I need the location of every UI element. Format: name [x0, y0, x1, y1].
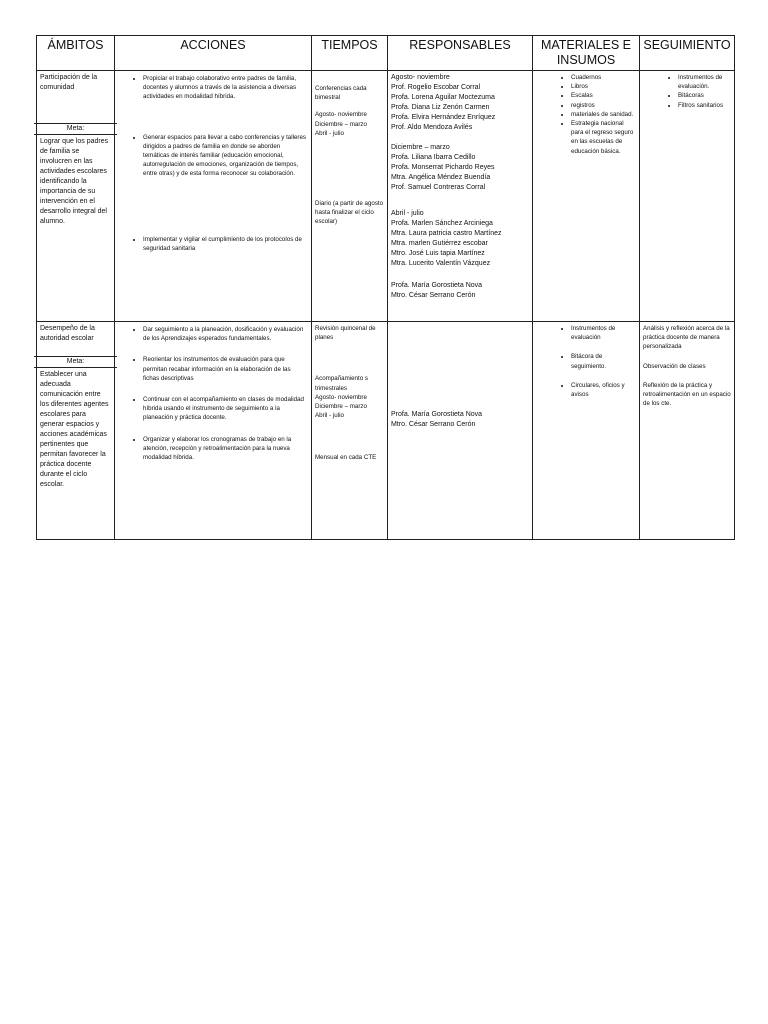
list-item: • Continuar con el acompañamiento en clases de modalidad híbrida usando el instrumento de seguimiento a la planeación y práctica docente. [143, 395, 308, 423]
text-line: Prof. Rogelio Escobar Corral [391, 84, 481, 91]
list-item: • Cuadernos [571, 73, 636, 82]
text-line: Profa. Liliana Ibarra Cedillo [391, 154, 476, 161]
time-text: Diciembre – marzo [315, 120, 367, 128]
materiales-cell [533, 71, 640, 322]
acciones-cell [115, 322, 312, 540]
text-line: Profa. Marlen Sánchez Arciniega [391, 220, 493, 227]
header-row [37, 36, 735, 71]
text-line: Prof. Aldo Mendoza Avilés [391, 124, 473, 131]
seguimiento-cell [640, 322, 735, 540]
text-line: Observación de clases [643, 362, 706, 370]
text-line: Profa. Monserrat Pichardo Reyes [391, 164, 495, 171]
text-line: Mtra. Laura patricia castro Martínez [391, 230, 502, 237]
list-item: • Instrumentos de evaluación [571, 324, 636, 342]
text-line: Reflexión de la práctica y retroalimentación en un espacio de los cte. [643, 381, 731, 408]
text-line: Profa. María Gorostieta Nova [391, 411, 483, 418]
header-seguimiento: SEGUIMIENTO [640, 36, 735, 71]
header-ambitos: ÁMBITOS [37, 36, 115, 71]
text-line: Mtro. César Serrano Cerón [391, 292, 476, 299]
list-item: • Filtros sanitarios [678, 101, 731, 110]
responsables-group-4 [391, 281, 529, 301]
list-item: • Organizar y elaborar los cronogramas de trabajo en la atención, recepción y retroalimentación para la nueva modalidad híbrida. [143, 435, 308, 463]
list-item: • Implementar y vigilar el cumplimiento de los protocolos de seguridad sanitaria [143, 235, 308, 253]
header-materiales: MATERIALES E INSUMOS [533, 36, 640, 71]
tiempos-cell [312, 322, 388, 540]
table-row [37, 322, 735, 540]
text-line: Prof. Samuel Contreras Corral [391, 184, 486, 191]
list-item: • Bitácora de seguimiento. [571, 352, 636, 370]
time-text: Diciembre – marzo [315, 403, 367, 411]
responsables-group-2 [391, 143, 529, 193]
ambito-title: Participación de la comunidad [40, 74, 98, 91]
time-text: Conferencias cada bimestral [315, 85, 367, 102]
list-item: • materiales de sanidad. [571, 110, 636, 119]
text-line: Abril - julio [391, 210, 424, 217]
ambito-title: Desempeño de la autoridad escolar [40, 325, 95, 342]
header-responsables: RESPONSABLES [388, 36, 533, 71]
list-item: • Circulares, oficios y avisos [571, 381, 636, 399]
meta-label: Meta: [34, 123, 117, 135]
text-line: Profa. Lorena Aguilar Moctezuma [391, 94, 495, 101]
materiales-cell [533, 322, 640, 540]
time-text: Abril - julio [315, 412, 344, 420]
planning-table [36, 35, 735, 540]
text-line: Mtro. César Serrano Cerón [391, 421, 476, 428]
text-line: Mtra. Angélica Méndez Buendía [391, 174, 491, 181]
list-item: • Estrategia nacional para el regreso seguro en las escuelas de educación básica. [571, 119, 636, 156]
text-line: Agosto- noviembre [391, 74, 450, 81]
text-line: Profa. María Gorostieta Nova [391, 282, 483, 289]
text-line: Análisis y reflexión acerca de la práctica docente de manera personalizada [643, 325, 730, 351]
text-line: Diciembre – marzo [391, 144, 450, 151]
list-item: • Escalas [571, 91, 636, 100]
list-item: • Reorientar los instrumentos de evaluación para que permitan recabar información en la elaboración de las fichas descriptivas [143, 355, 308, 383]
responsables-cell [388, 322, 533, 540]
text-line: Mtra. marlen Gutiérrez escobar [391, 240, 488, 247]
list-item: • Generar espacios para llevar a cabo conferencias y talleres dirigidos a padres de familia en donde se aborden temáticas de interés familiar (educación emocional, autorregulación de emociones, organización de tiempos, entre otras) y de esta forma reconocer su colaboración. [143, 133, 308, 179]
time-text: Mensual en cada CTE [315, 454, 377, 462]
list-item: • Propiciar el trabajo colaborativo entre padres de familia, docentes y alumnos a través de la asistencia a diversas actividades en modalidad híbrida. [143, 74, 308, 102]
list-item: • Instrumentos de evaluación. [678, 73, 731, 91]
text-line: Profa. Elvira Hernández Enríquez [391, 114, 496, 121]
acciones-cell [115, 71, 312, 322]
list-item: • Libros [571, 82, 636, 91]
list-item: • registros [571, 101, 636, 110]
tiempos-cell [312, 71, 388, 322]
responsables-group-3 [391, 209, 529, 269]
time-text: Agosto- noviembre [315, 111, 367, 119]
time-text: Abril - julio [315, 129, 344, 137]
time-text: Revisión quincenal de planes [315, 325, 376, 342]
list-item: • Bitácoras [678, 91, 731, 100]
text-line: Profa. Diana Liz Zenón Carmen [391, 104, 490, 111]
text-line: Mtro. José Luis tapia Martínez [391, 250, 485, 257]
ambito-cell [37, 322, 115, 540]
meta-label: Meta: [34, 356, 117, 368]
responsables-cell [388, 71, 533, 322]
table-row [37, 71, 735, 322]
responsables-group-1 [391, 73, 529, 133]
meta-text: Lograr que los padres de familia se involucren en las actividades escolares identificando la importancia de su intervención en el desarrollo integral del alumno. [40, 138, 109, 225]
time-text: Agosto- noviembre [315, 393, 367, 401]
seguimiento-cell [640, 71, 735, 322]
list-item: • Dar seguimiento a la planeación, dosificación y evaluación de los Aprendizajes esperados fundamentales. [143, 325, 308, 343]
time-text: Diario (a partir de agosto hasta finalizar el ciclo escolar) [315, 200, 384, 226]
header-acciones: ACCIONES [115, 36, 312, 71]
time-text: Acompañamiento s trimestrales [315, 375, 368, 392]
header-tiempos: TIEMPOS [312, 36, 388, 71]
ambito-cell [37, 71, 115, 322]
text-line: Mtra. Lucerito Valentín Vázquez [391, 260, 491, 267]
meta-text: Establecer una adecuada comunicación entre los diferentes agentes escolares para generar espacios y acciones académicas pertinentes que permitan favorecer la práctica docente durante el ciclo escolar. [40, 371, 109, 488]
